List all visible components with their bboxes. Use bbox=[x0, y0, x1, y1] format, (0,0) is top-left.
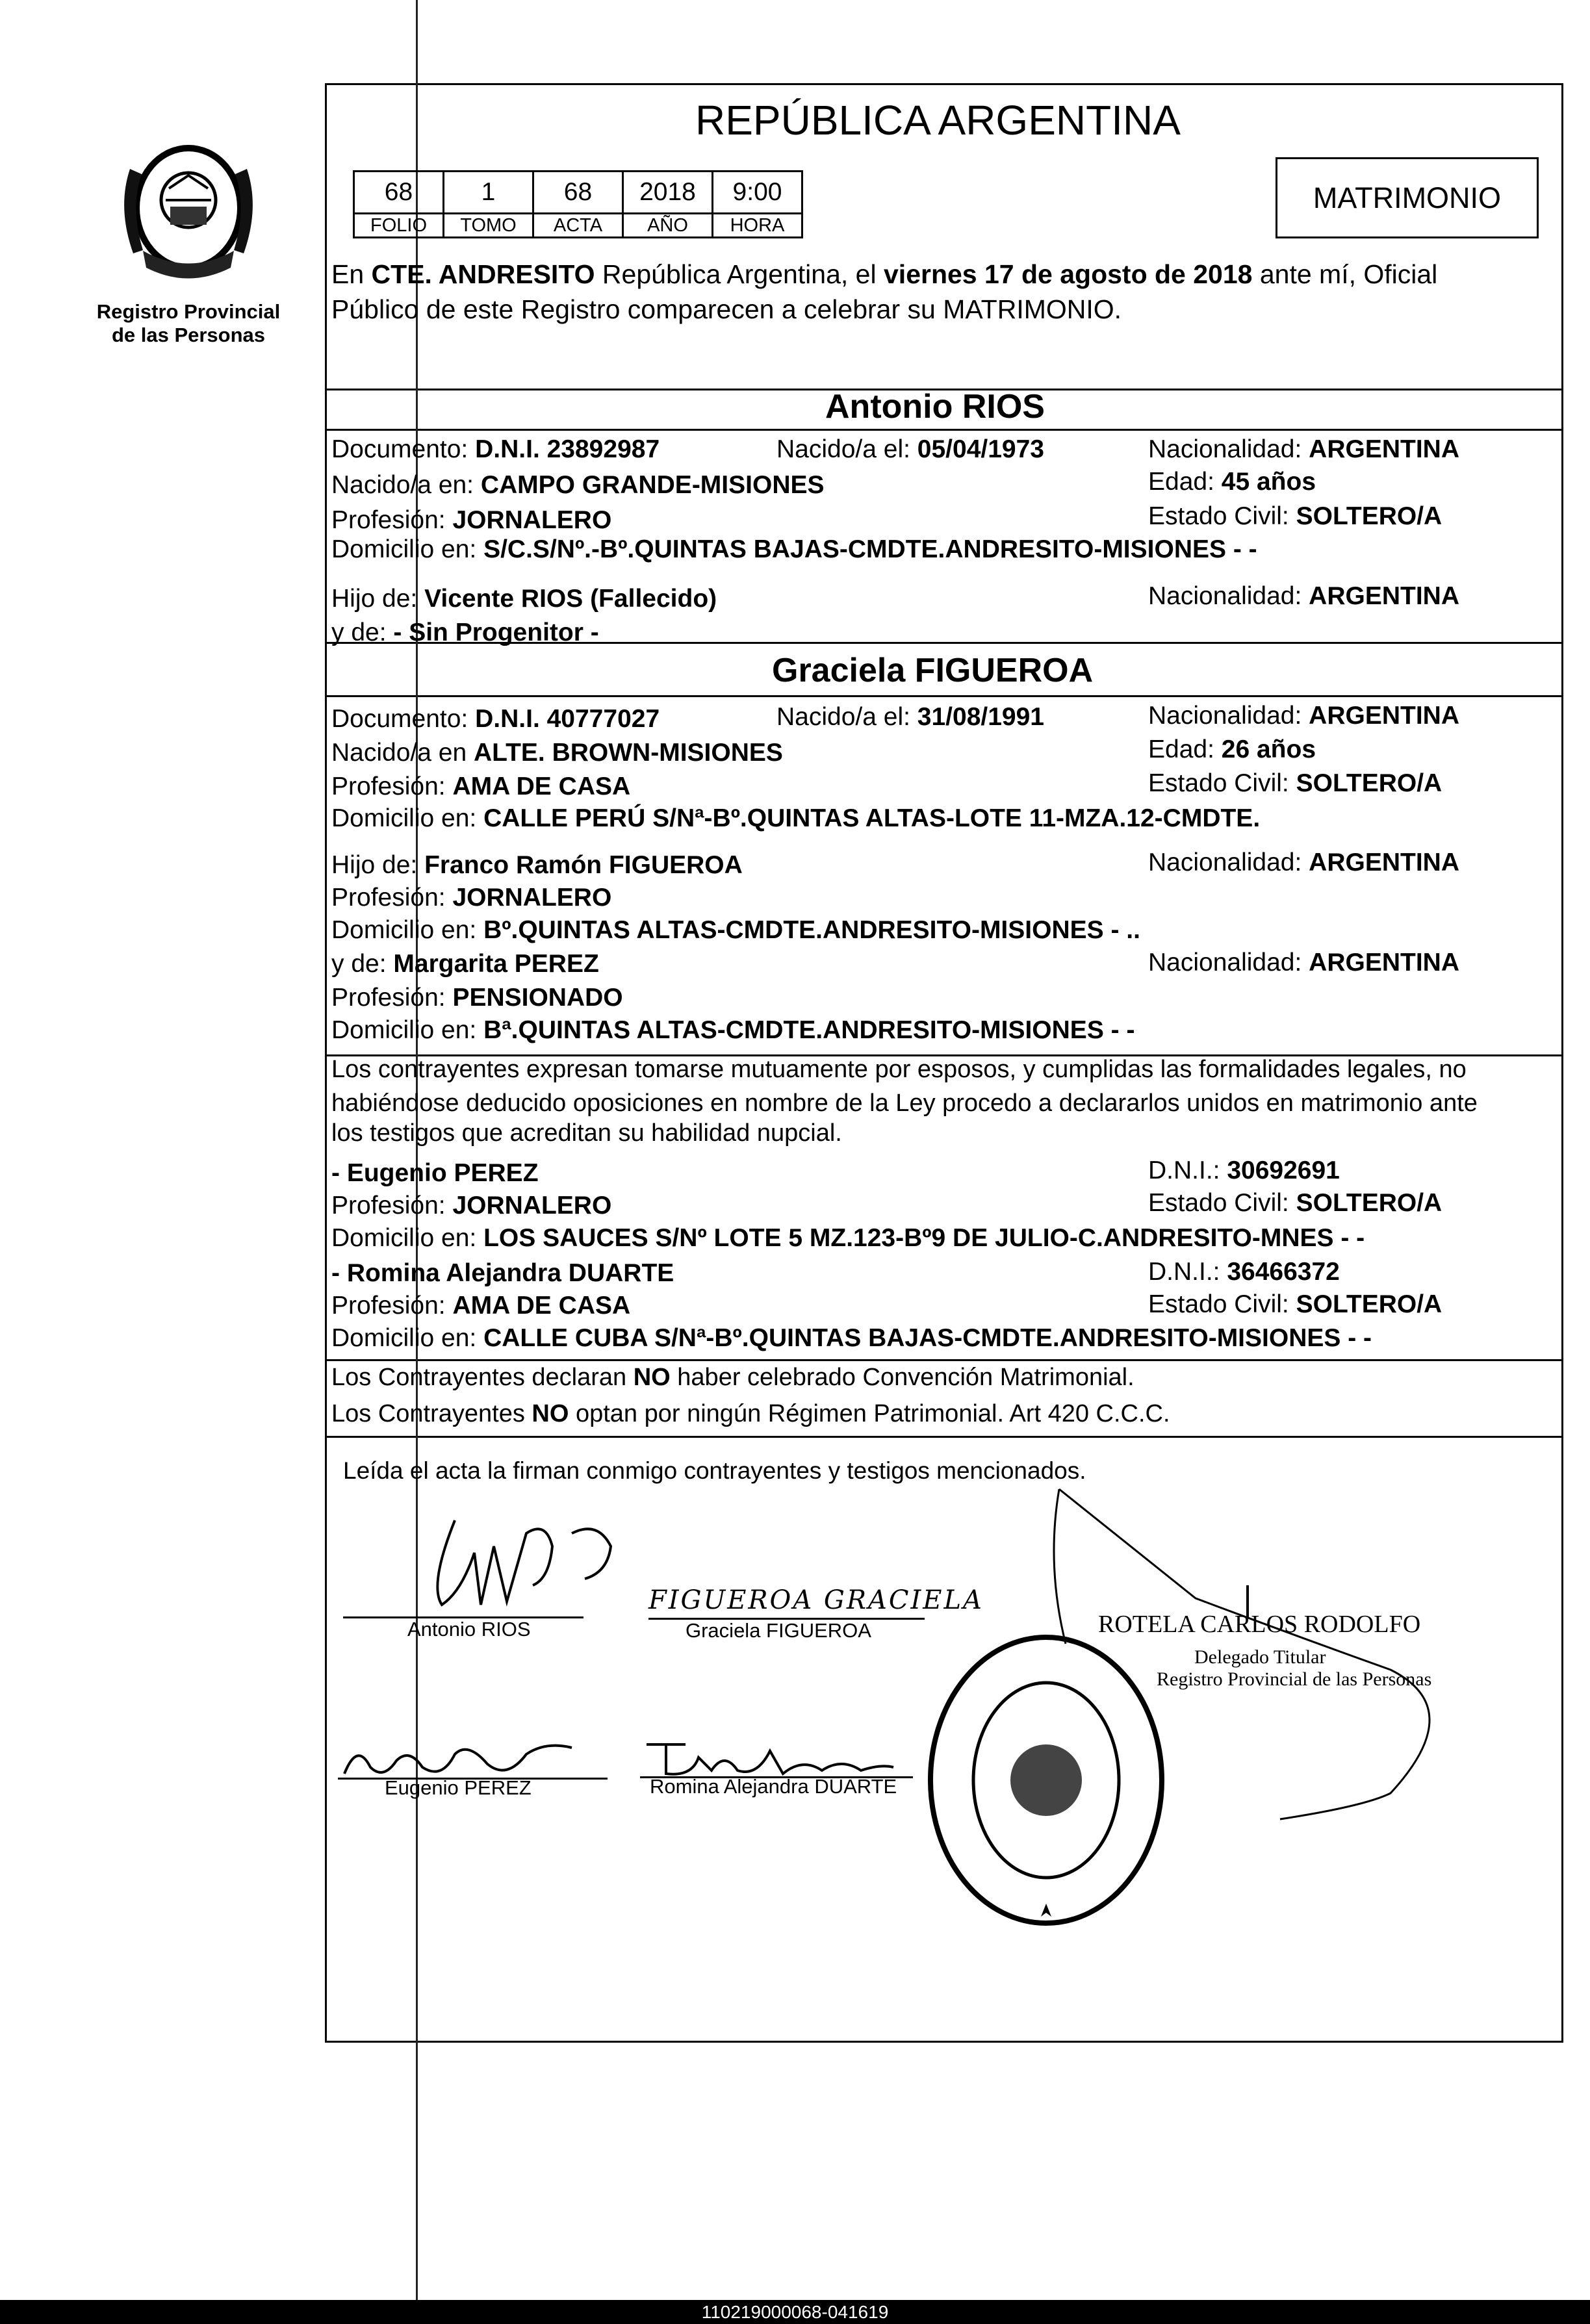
convention-line-2: Los Contrayentes NO optan por ningún Régimen Patrimonial. Art 420 C.C.C. bbox=[331, 1400, 1170, 1427]
registry-stamp bbox=[923, 1631, 1170, 1930]
bride-handwritten-signature: FIGUEROA GRACIELA bbox=[648, 1585, 984, 1615]
witness1-address: Domicilio en: LOS SAUCES S/Nº LOTE 5 MZ.123-Bº9 DE JULIO-C.ANDRESITO-MNES - - bbox=[331, 1224, 1365, 1252]
official-organization: Registro Provincial de las Personas bbox=[1157, 1668, 1432, 1690]
record-info-table bbox=[353, 170, 803, 238]
witness2-address: Domicilio en: CALLE CUBA S/Nª-Bº.QUINTAS BAJAS-CMDTE.ANDRESITO-MISIONES - - bbox=[331, 1324, 1372, 1352]
witness2-civil-status: Estado Civil: SOLTERO/A bbox=[1148, 1290, 1443, 1318]
folio-value: 68 bbox=[354, 172, 444, 214]
bride-address: Domicilio en: CALLE PERÚ S/Nª-Bº.QUINTAS ALTAS-LOTE 11-MZA.12-CMDTE. bbox=[331, 804, 1261, 832]
folio-label: FOLIO bbox=[354, 214, 444, 238]
intro-line-1: En CTE. ANDRESITO República Argentina, el viernes 17 de agosto de 2018 ante mí, Oficial bbox=[331, 259, 1438, 289]
intro-line-2: Público de este Registro comparecen a celebrar su MATRIMONIO. bbox=[331, 294, 1122, 324]
province-logo bbox=[104, 123, 273, 292]
bride-civil-status: Estado Civil: SOLTERO/A bbox=[1148, 769, 1443, 797]
page-title: REPÚBLICA ARGENTINA bbox=[695, 97, 1181, 144]
witness2-profession: Profesión: AMA DE CASA bbox=[331, 1292, 631, 1320]
groom-father-nationality: Nacionalidad: ARGENTINA bbox=[1148, 582, 1460, 610]
bride-age: Edad: 26 años bbox=[1148, 735, 1316, 763]
bride-mother-address: Domicilio en: Bª.QUINTAS ALTAS-CMDTE.ANDRESITO-MISIONES - - bbox=[331, 1016, 1135, 1044]
witness1-profession: Profesión: JORNALERO bbox=[331, 1192, 612, 1219]
official-title: Delegado Titular bbox=[1194, 1646, 1326, 1668]
groom-profession: Profesión: JORNALERO bbox=[331, 506, 612, 534]
registry-name: Registro Provincial de las Personas bbox=[96, 300, 281, 346]
groom-age: Edad: 45 años bbox=[1148, 468, 1316, 496]
groom-name: Antonio RIOS bbox=[825, 388, 1045, 426]
bride-father: Hijo de: Franco Ramón FIGUEROA bbox=[331, 851, 743, 879]
divider bbox=[325, 1359, 1563, 1361]
groom-birthplace: Nacido/a en: CAMPO GRANDE-MISIONES bbox=[331, 471, 825, 499]
divider bbox=[325, 695, 1563, 697]
bride-father-nationality: Nacionalidad: ARGENTINA bbox=[1148, 849, 1460, 876]
groom-signature-label: Antonio RIOS bbox=[407, 1618, 531, 1641]
time-value: 9:00 bbox=[713, 172, 802, 214]
bride-name: Graciela FIGUEROA bbox=[772, 652, 1094, 689]
year-value: 2018 bbox=[623, 172, 713, 214]
declaration-line-1: Los contrayentes expresan tomarse mutuamente por esposos, y cumplidas las formalidades legales, no bbox=[331, 1056, 1467, 1083]
bride-nationality: Nacionalidad: ARGENTINA bbox=[1148, 702, 1460, 730]
divider bbox=[325, 429, 1563, 431]
groom-birthdate: Nacido/a el: 05/04/1973 bbox=[776, 435, 1044, 463]
divider bbox=[325, 1436, 1563, 1438]
witness1-civil-status: Estado Civil: SOLTERO/A bbox=[1148, 1189, 1443, 1217]
bride-father-address: Domicilio en: Bº.QUINTAS ALTAS-CMDTE.ANDRESITO-MISIONES - .. bbox=[331, 916, 1140, 944]
declaration-line-3: los testigos que acreditan su habilidad nupcial. bbox=[331, 1119, 842, 1147]
witness2-name: - Romina Alejandra DUARTE bbox=[331, 1259, 674, 1287]
bride-birthdate: Nacido/a el: 31/08/1991 bbox=[776, 703, 1044, 731]
bride-document: Documento: D.N.I. 40777027 bbox=[331, 705, 660, 733]
groom-document: Documento: D.N.I. 23892987 bbox=[331, 435, 660, 463]
acta-value: 68 bbox=[533, 172, 623, 214]
witness1-signature-label: Eugenio PEREZ bbox=[385, 1776, 532, 1799]
groom-nationality: Nacionalidad: ARGENTINA bbox=[1148, 435, 1460, 463]
witness2-dni: D.N.I.: 36466372 bbox=[1148, 1258, 1340, 1286]
bride-profession: Profesión: AMA DE CASA bbox=[331, 773, 631, 800]
footer-barcode-bar bbox=[0, 2300, 1590, 2324]
scan-line bbox=[416, 0, 418, 2300]
record-type: MATRIMONIO bbox=[1313, 181, 1502, 214]
groom-mother: y de: - Sin Progenitor - bbox=[331, 619, 599, 646]
bride-signature-label: Graciela FIGUEROA bbox=[686, 1619, 871, 1642]
groom-civil-status: Estado Civil: SOLTERO/A bbox=[1148, 502, 1443, 530]
groom-father: Hijo de: Vicente RIOS (Fallecido) bbox=[331, 585, 717, 613]
convention-line-1: Los Contrayentes declaran NO haber celebrado Convención Matrimonial. bbox=[331, 1364, 1135, 1391]
year-label: AÑO bbox=[623, 214, 713, 238]
bride-mother: y de: Margarita PEREZ bbox=[331, 950, 599, 978]
groom-signature bbox=[416, 1507, 630, 1618]
acta-label: ACTA bbox=[533, 214, 623, 238]
declaration-line-2: habiéndose deducido oposiciones en nombre de la Ley procedo a declararlos unidos en matrimonio ante bbox=[331, 1090, 1478, 1117]
witness1-dni: D.N.I.: 30692691 bbox=[1148, 1156, 1340, 1184]
bride-mother-profession: Profesión: PENSIONADO bbox=[331, 984, 623, 1012]
bride-father-profession: Profesión: JORNALERO bbox=[331, 884, 612, 912]
record-type-box bbox=[1276, 157, 1539, 238]
groom-address: Domicilio en: S/C.S/Nº.-Bº.QUINTAS BAJAS-CMDTE.ANDRESITO-MISIONES - - bbox=[331, 535, 1257, 563]
witness1-name: - Eugenio PEREZ bbox=[331, 1159, 539, 1187]
closing-text: Leída el acta la firman conmigo contrayentes y testigos mencionados. bbox=[343, 1457, 1086, 1484]
time-label: HORA bbox=[713, 214, 802, 238]
bride-mother-nationality: Nacionalidad: ARGENTINA bbox=[1148, 949, 1460, 977]
witness2-signature-label: Romina Alejandra DUARTE bbox=[650, 1775, 897, 1798]
bride-birthplace: Nacido/a en ALTE. BROWN-MISIONES bbox=[331, 739, 783, 767]
tomo-value: 1 bbox=[444, 172, 533, 214]
barcode-number: 110219000068-041619 bbox=[701, 2302, 889, 2322]
official-name: ROTELA CARLOS RODOLFO bbox=[1098, 1611, 1421, 1638]
tomo-label: TOMO bbox=[444, 214, 533, 238]
